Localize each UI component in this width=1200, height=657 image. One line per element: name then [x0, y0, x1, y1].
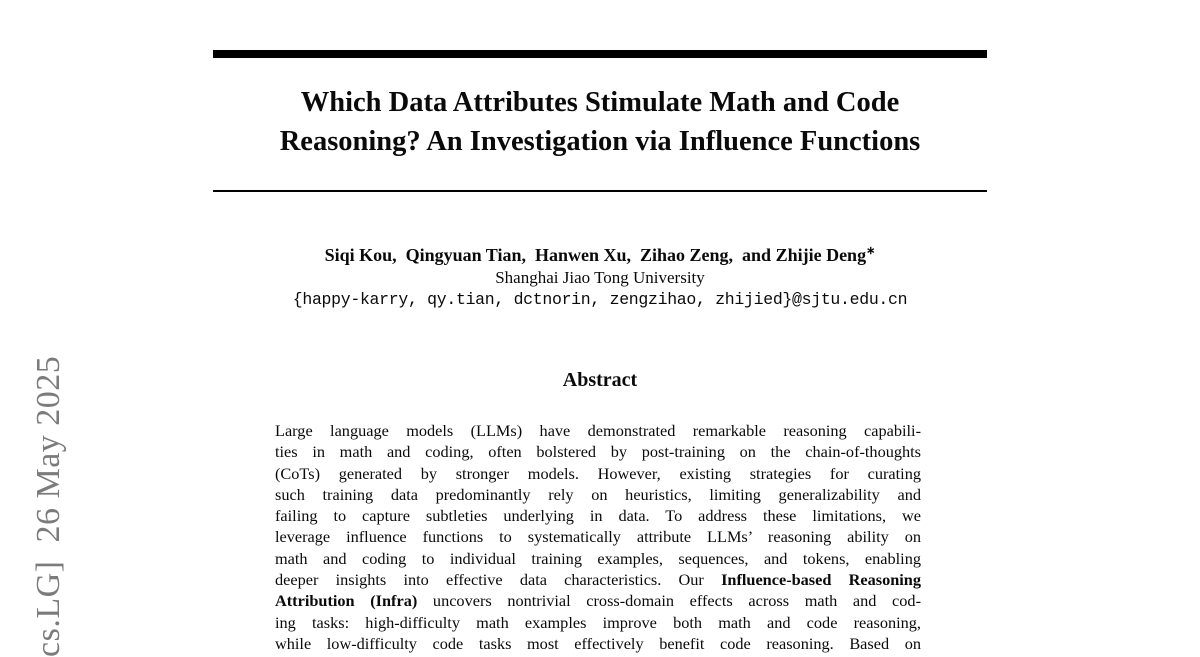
abstract-line: [275, 484, 921, 505]
abstract-text-segment: leverage influence functions to systematically attribute LLMs’ reasoning ability on: [275, 527, 921, 547]
paper-title: [0, 83, 1200, 161]
abstract-text-segment: while low-difficulty code tasks most effectively benefit code reasoning. Based on: [275, 633, 921, 653]
abstract-line: [275, 441, 921, 462]
arxiv-watermark: cs.LG] 26 May 2025: [30, 355, 67, 657]
abstract-line: [275, 526, 921, 547]
abstract-text-segment: deeper insights into effective data characteristics. Our: [275, 570, 722, 590]
title-rule-bottom: [213, 190, 987, 192]
abstract-line: [275, 633, 921, 654]
affiliation: Shanghai Jiao Tong University: [495, 268, 705, 287]
abstract-line: [275, 505, 921, 526]
author-names: Siqi Kou, Qingyuan Tian, Hanwen Xu, Zihao Zeng, and Zhijie Deng: [324, 245, 867, 265]
abstract-line: [275, 548, 921, 569]
abstract-line: [275, 463, 921, 484]
title-line-1: Which Data Attributes Stimulate Math and Code: [300, 87, 900, 118]
abstract-text-segment: (CoTs) generated by stronger models. However, existing strategies for curating: [275, 463, 921, 483]
author-emails: {happy-karry, qy.tian, dctnorin, zengzihao, zhijied}@sjtu.edu.cn: [292, 290, 908, 309]
abstract-text-segment: math and coding to individual training examples, sequences, and tokens, enabling: [275, 548, 921, 568]
abstract-line: [275, 420, 921, 441]
abstract-text-segment: ing tasks: high-difficulty math examples improve both math and code reasoning,: [275, 612, 921, 632]
abstract-text-segment: failing to capture subtleties underlying in data. To address these limitations, we: [275, 506, 921, 526]
abstract-text-segment: uncovers nontrivial cross-domain effects across math and cod-: [417, 591, 921, 611]
abstract-heading: Abstract: [562, 369, 638, 391]
title-rule-top: [213, 50, 987, 58]
abstract-text-segment: Large language models (LLMs) have demonstrated remarkable reasoning capabili-: [275, 421, 921, 440]
abstract-bold-segment: Attribution (Infra): [275, 591, 418, 611]
abstract-lines: [275, 420, 921, 654]
author-footnote-mark: ∗: [866, 245, 876, 257]
abstract-text-segment: ties in math and coding, often bolstered by post-training on the chain-of-thoughts: [275, 442, 921, 462]
abstract-line: [275, 590, 921, 611]
abstract-bold-segment: Influence-based Reasoning: [721, 570, 921, 590]
author-list: [0, 244, 1200, 266]
abstract-line: [275, 612, 921, 633]
abstract-line: [275, 569, 921, 590]
title-line-2: Reasoning? An Investigation via Influence Functions: [279, 126, 921, 157]
abstract-text-segment: such training data predominantly rely on heuristics, limiting generalizability and: [275, 484, 921, 504]
